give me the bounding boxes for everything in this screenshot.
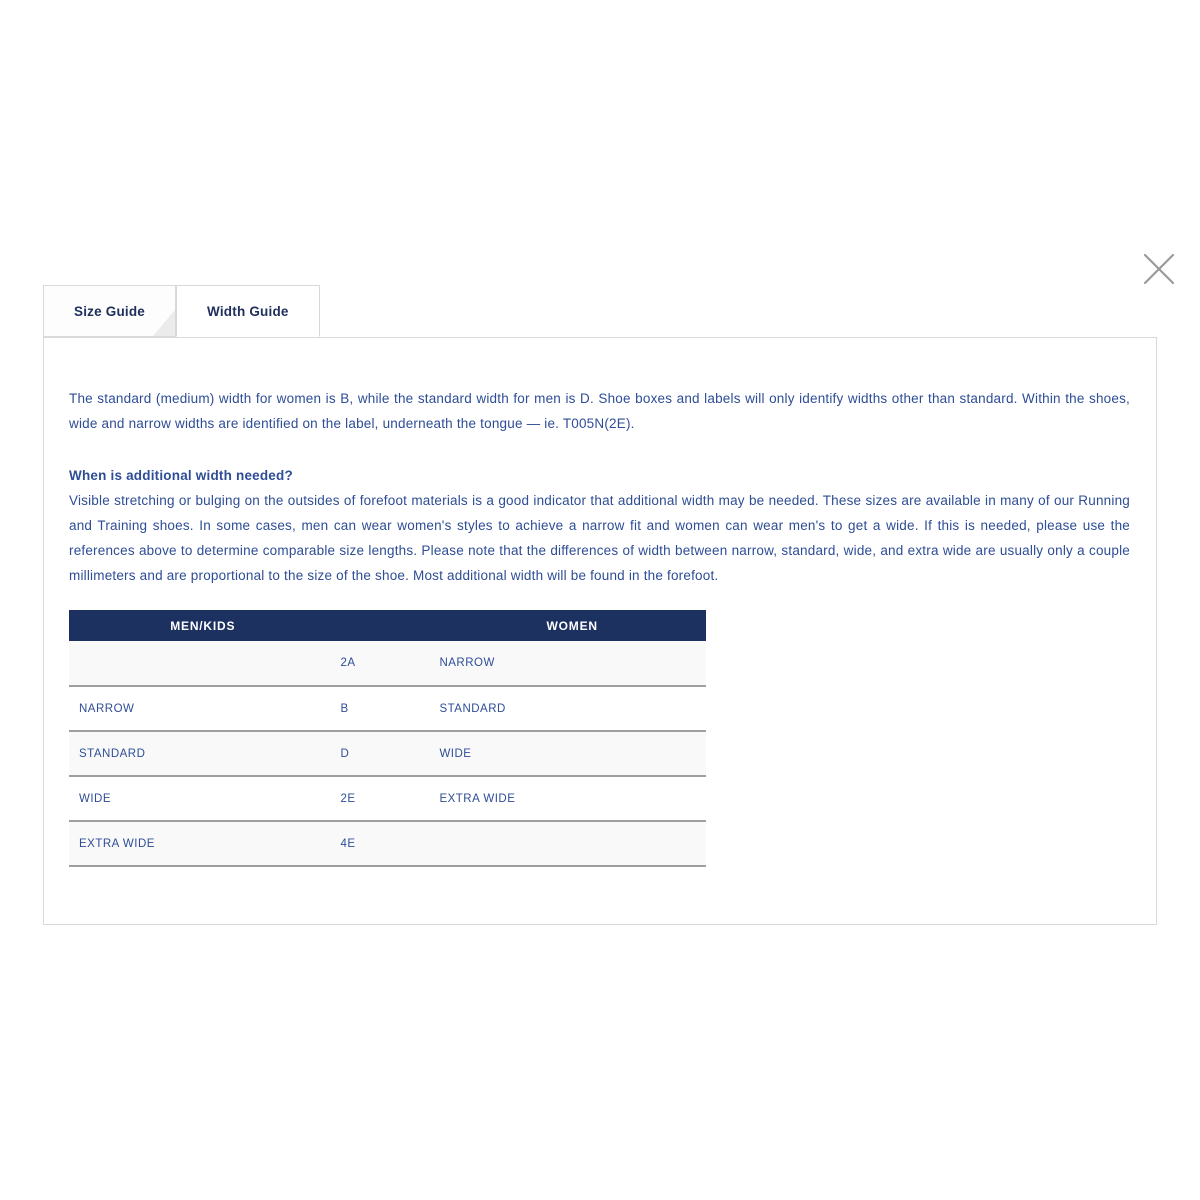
men-width-cell: STANDARD <box>79 747 146 760</box>
guide-tabs <box>43 285 1157 337</box>
tab-size-guide-label: Size Guide <box>74 303 146 319</box>
table-row <box>69 776 706 821</box>
women-width-cell: STANDARD <box>439 702 506 715</box>
women-width-cell: NARROW <box>439 657 495 669</box>
table-row <box>69 641 706 686</box>
men-width-cell: NARROW <box>79 702 135 715</box>
close-button[interactable] <box>1140 250 1178 288</box>
men-width-cell: EXTRA WIDE <box>79 837 155 850</box>
width-code-cell: 2A <box>340 657 356 669</box>
tab-width-guide-label: Width Guide <box>207 303 289 319</box>
table-row <box>69 731 706 776</box>
tab-size-guide[interactable] <box>43 285 176 337</box>
body-paragraph: Visible stretching or bulging on the outsides of forefoot materials is a good indicator that additional width may be needed. These sizes are available in many of our Running and Training shoes. In some cases, men can wear women's styles to achieve a narrow fit and women can wear men's to get a wide. If this is needed, please use the references above to determine comparable size lengths. Please note that the differences of width between narrow, standard, wide, and extra wide are usually only a couple millimeters and are proportional to the size of the shoe. Most additional width will be found in the forefoot. <box>69 493 1130 583</box>
women-width-cell <box>438 821 706 866</box>
women-width-cell: EXTRA WIDE <box>439 792 516 805</box>
width-code-cell: B <box>340 702 349 715</box>
table-row <box>69 686 706 731</box>
close-icon <box>1140 250 1178 288</box>
col-header-spacer <box>337 610 439 641</box>
table-header-row <box>69 610 706 641</box>
tab-width-guide[interactable] <box>176 285 320 337</box>
width-conversion-table <box>69 610 706 867</box>
men-width-cell <box>69 641 337 686</box>
width-code-cell: 4E <box>340 837 356 850</box>
width-guide-panel <box>43 337 1157 925</box>
section-heading: When is additional width needed? <box>69 468 293 483</box>
women-width-cell: WIDE <box>439 747 472 760</box>
width-code-cell: 2E <box>340 792 356 805</box>
size-width-guide-modal <box>43 285 1157 925</box>
col-header-men-kids: MEN/KIDS <box>69 610 337 641</box>
col-header-women: WOMEN <box>438 610 706 641</box>
tab-fold-decoration <box>153 310 175 336</box>
men-width-cell: WIDE <box>79 792 112 805</box>
intro-paragraph: The standard (medium) width for women is B, while the standard width for men is D. Shoe boxes and labels will only identify widths other than standard. Within the shoes, wide and narrow widths are identified on the label, underneath the tongue — ie. T005N(2E). <box>69 391 1130 431</box>
width-code-cell: D <box>340 747 350 760</box>
table-row <box>69 821 706 866</box>
